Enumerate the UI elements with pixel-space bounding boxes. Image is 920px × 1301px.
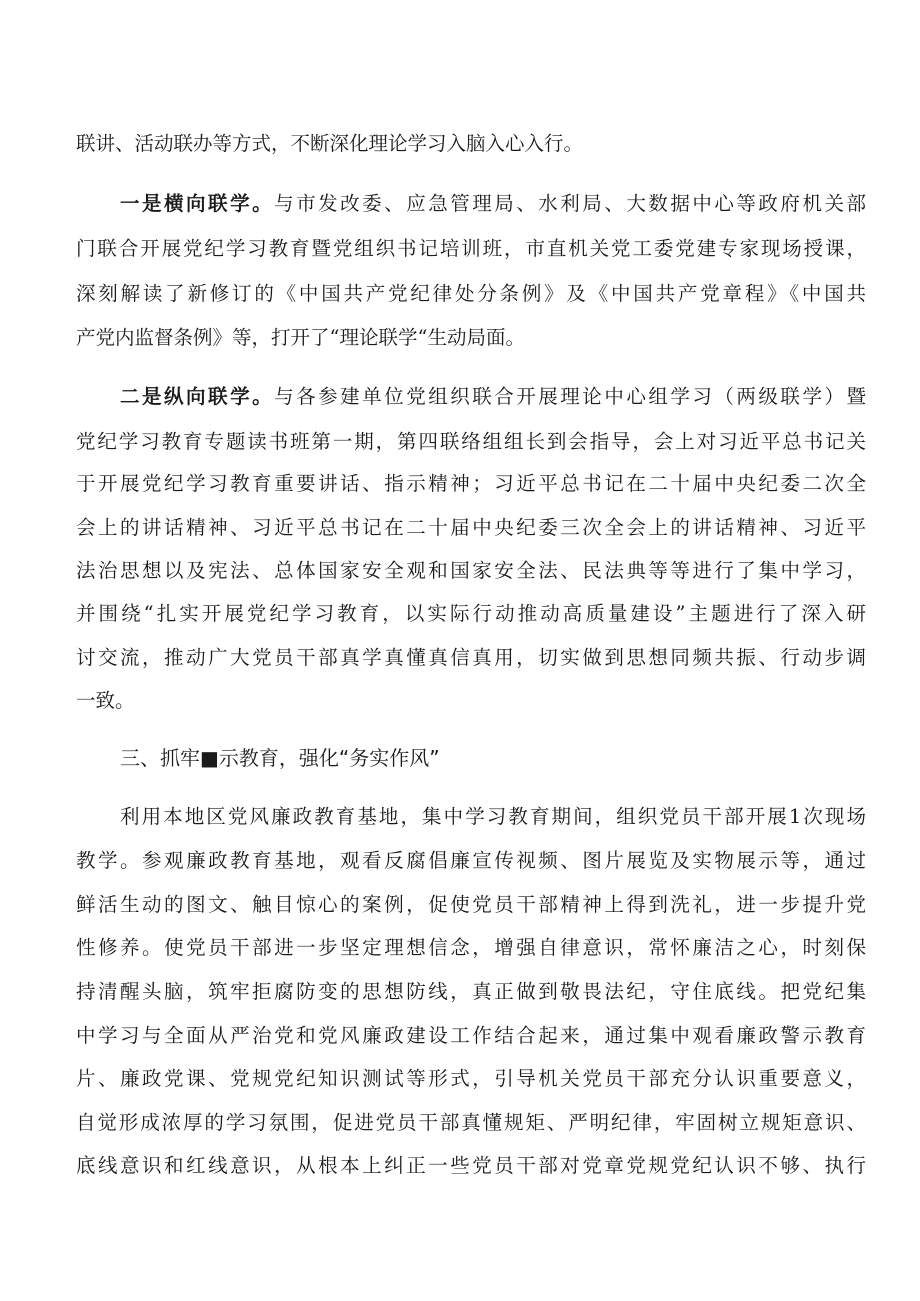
paragraph-line: 党纪学习教育专题读书班第一期，第四联络组组长到会指导，会上对习近平总书记关: [76, 430, 866, 453]
paragraph-line: 底线意识和红线意识，从根本上纠正一些党员干部对党章党规党纪认识不够、执行: [76, 1154, 866, 1177]
paragraph-line: 性修养。使党员干部进一步坚定理想信念，增强自律意识，常怀廉洁之心，时刻保: [76, 936, 866, 959]
paragraph-line: 会上的讲话精神、习近平总书记在二十届中央纪委三次全会上的讲话精神、习近平: [76, 516, 866, 539]
paragraph-line: 鲜活生动的图文、触目惊心的案例，促使党员干部精神上得到洗礼，进一步提升党: [76, 893, 866, 916]
section-heading: 三、抓牢■示教育，强化“务实作风”: [120, 746, 440, 770]
paragraph-line: 利用本地区党风廉政教育基地，集中学习教育期间，组织党员干部开展1次现场: [120, 805, 866, 828]
paragraph-line: 讨交流，推动广大党员干部真学真懂真信真用，切实做到思想同频共振、行动步调: [76, 646, 866, 669]
paragraph-line: [120, 383, 866, 411]
paragraph-line: 于开展党纪学习教育重要讲话、指示精神；习近平总书记在二十届中央纪委二次全: [76, 472, 866, 495]
paragraph-line: 中学习与全面从严治党和党风廉政建设工作结合起来，通过集中观看廉政警示教育: [76, 1024, 866, 1047]
paragraph-line: 产党内监督条例》等，打开了“理论联学“生动局面。: [76, 326, 525, 349]
paragraph-text: 与市发改委、应急管理局、水利局、大数据中心等政府机关部: [274, 192, 866, 215]
paragraph-text: 与各参建单位党组织联合开展理论中心组学习（两级联学）暨: [274, 385, 866, 408]
paragraph-line: 教学。参观廉政教育基地，观看反腐倡廉宣传视频、图片展览及实物展示等，通过: [76, 849, 866, 872]
paragraph-line: 持清醒头脑，筑牢拒腐防变的思想防线，真正做到敬畏法纪，守住底线。把党纪集: [76, 980, 866, 1003]
paragraph-line: 门联合开展党纪学习教育暨党组织书记培训班，市直机关党工委党建专家现场授课，: [76, 237, 866, 260]
paragraph-lead-heading: 一是横向联学。: [120, 192, 275, 215]
paragraph-line: 一致。: [76, 689, 135, 712]
paragraph-lead-heading: 二是纵向联学。: [120, 385, 275, 408]
paragraph-line: [120, 190, 866, 218]
paragraph-line: 深刻解读了新修订的《中国共产党纪律处分条例》及《中国共产党章程》《中国共: [76, 282, 866, 305]
paragraph-line: 片、廉政党课、党规党纪知识测试等形式，引导机关党员干部充分认识重要意义，: [76, 1067, 866, 1090]
paragraph-line: 自觉形成浓厚的学习氛围，促进党员干部真懂规矩、严明纪律，牢固树立规矩意识、: [76, 1111, 866, 1134]
paragraph-line: 法治思想以及宪法、总体国家安全观和国家安全法、民法典等等进行了集中学习，: [76, 559, 866, 582]
paragraph-line: 联讲、活动联办等方式，不断深化理论学习入脑入心入行。: [76, 132, 584, 155]
paragraph-line: 并围绕“扎实开展党纪学习教育，以实际行动推动高质量建设”主题进行了深入研: [76, 602, 866, 625]
